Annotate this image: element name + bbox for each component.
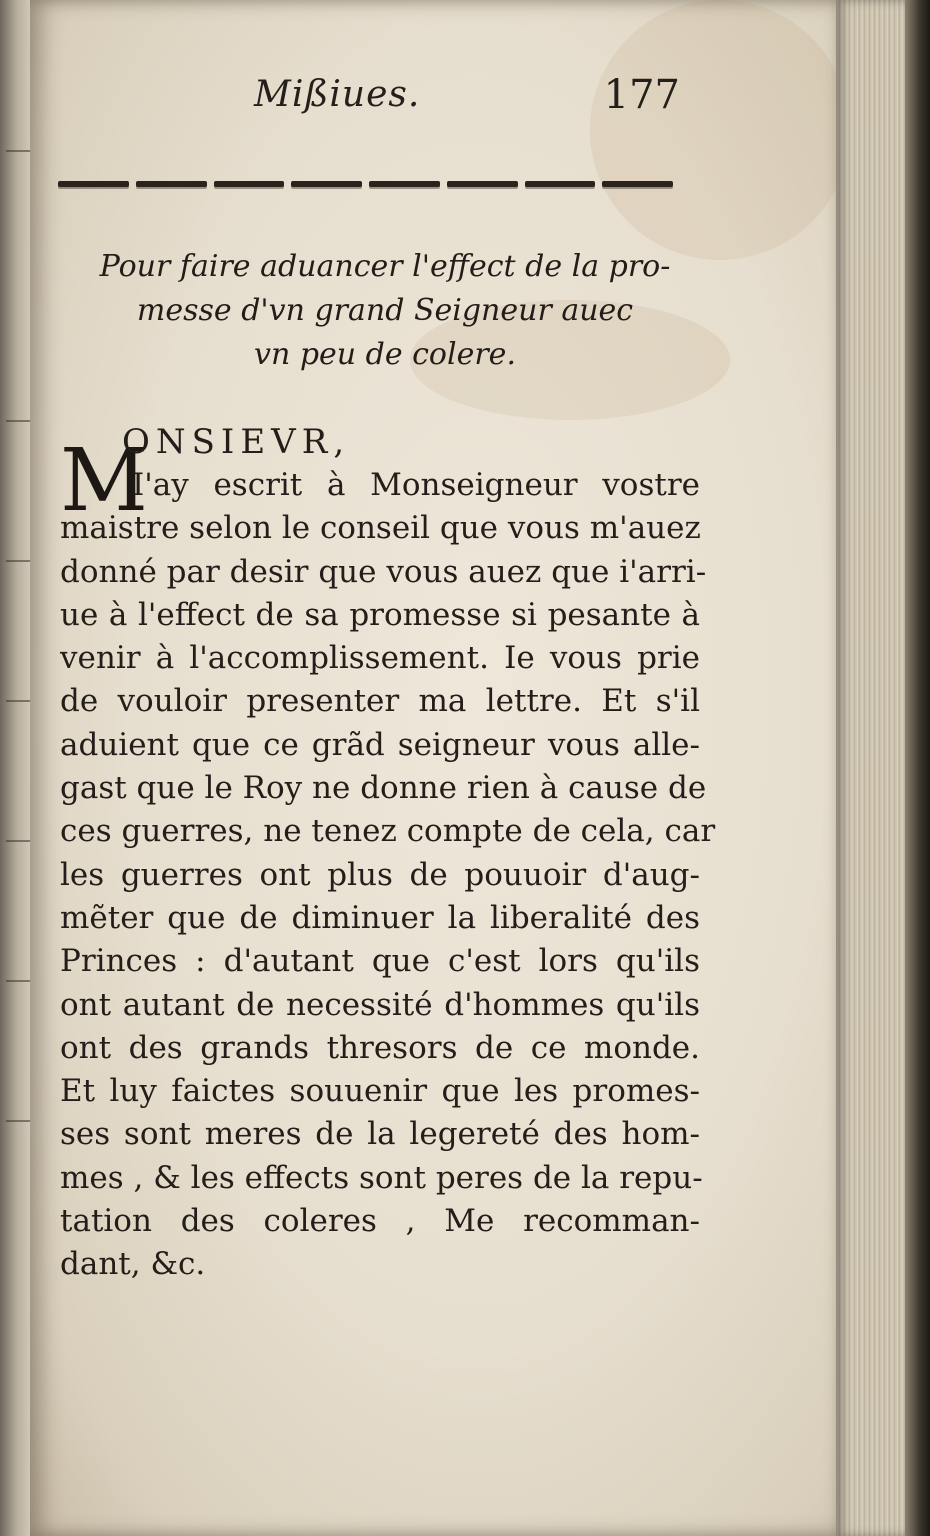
running-head: Mißiues. — [254, 74, 421, 115]
text-line: dant, &c. — [60, 1246, 206, 1283]
text-line: ces guerres, ne tenez compte de cela, car — [60, 813, 716, 850]
text-line: ue à l'effect de sa promesse si pesante à — [60, 596, 700, 633]
text-line: les guerres ont plus de pouuoir d'aug- — [60, 856, 700, 893]
drop-cap: M — [60, 431, 149, 531]
text-line: gast que le Roy ne donne rien à cause de — [60, 770, 707, 807]
heading-line: Pour faire aduancer l'effect de la pro- — [99, 249, 671, 284]
page-header — [250, 70, 690, 130]
letter-heading — [90, 245, 680, 377]
text-line: maistre selon le conseil que vous m'auez — [60, 510, 701, 547]
binding-shadow — [905, 0, 930, 1536]
heading-line: messe d'vn grand Seigneur auec — [136, 293, 634, 328]
ornamental-rule — [58, 178, 673, 190]
text-line: ont autant de necessité d'hommes qu'ils — [60, 986, 700, 1023]
text-line: ont des grands thresors de ce monde. — [60, 1029, 700, 1066]
text-line: de vouloir presenter ma lettre. Et s'il — [60, 683, 700, 720]
text-line: I'ay escrit à Monseigneur vostre — [132, 467, 700, 503]
page-number: 177 — [603, 72, 680, 118]
heading-line: vn peu de colere. — [254, 337, 516, 372]
text-line: ses sont meres de la legereté des hom- — [60, 1116, 700, 1153]
text-line: aduient que ce grãd seigneur vous alle- — [60, 726, 700, 763]
text-line: Et luy faictes souuenir que les promes- — [60, 1073, 700, 1110]
text-line: mes , & les effects sont peres de la repu- — [60, 1159, 703, 1196]
salutation: ONSIEVR, — [122, 422, 351, 462]
text-line: Princes : d'autant que c'est lors qu'ils — [60, 943, 700, 980]
letter-lines — [60, 464, 716, 1287]
text-line: donné par desir que vous auez que i'arri- — [60, 553, 707, 590]
text-line: tation des coleres , Me recomman- — [60, 1203, 700, 1240]
text-line: mẽter que de diminuer la liberalité des — [60, 899, 700, 936]
text-line: venir à l'accomplissement. Ie vous prie — [60, 640, 700, 677]
